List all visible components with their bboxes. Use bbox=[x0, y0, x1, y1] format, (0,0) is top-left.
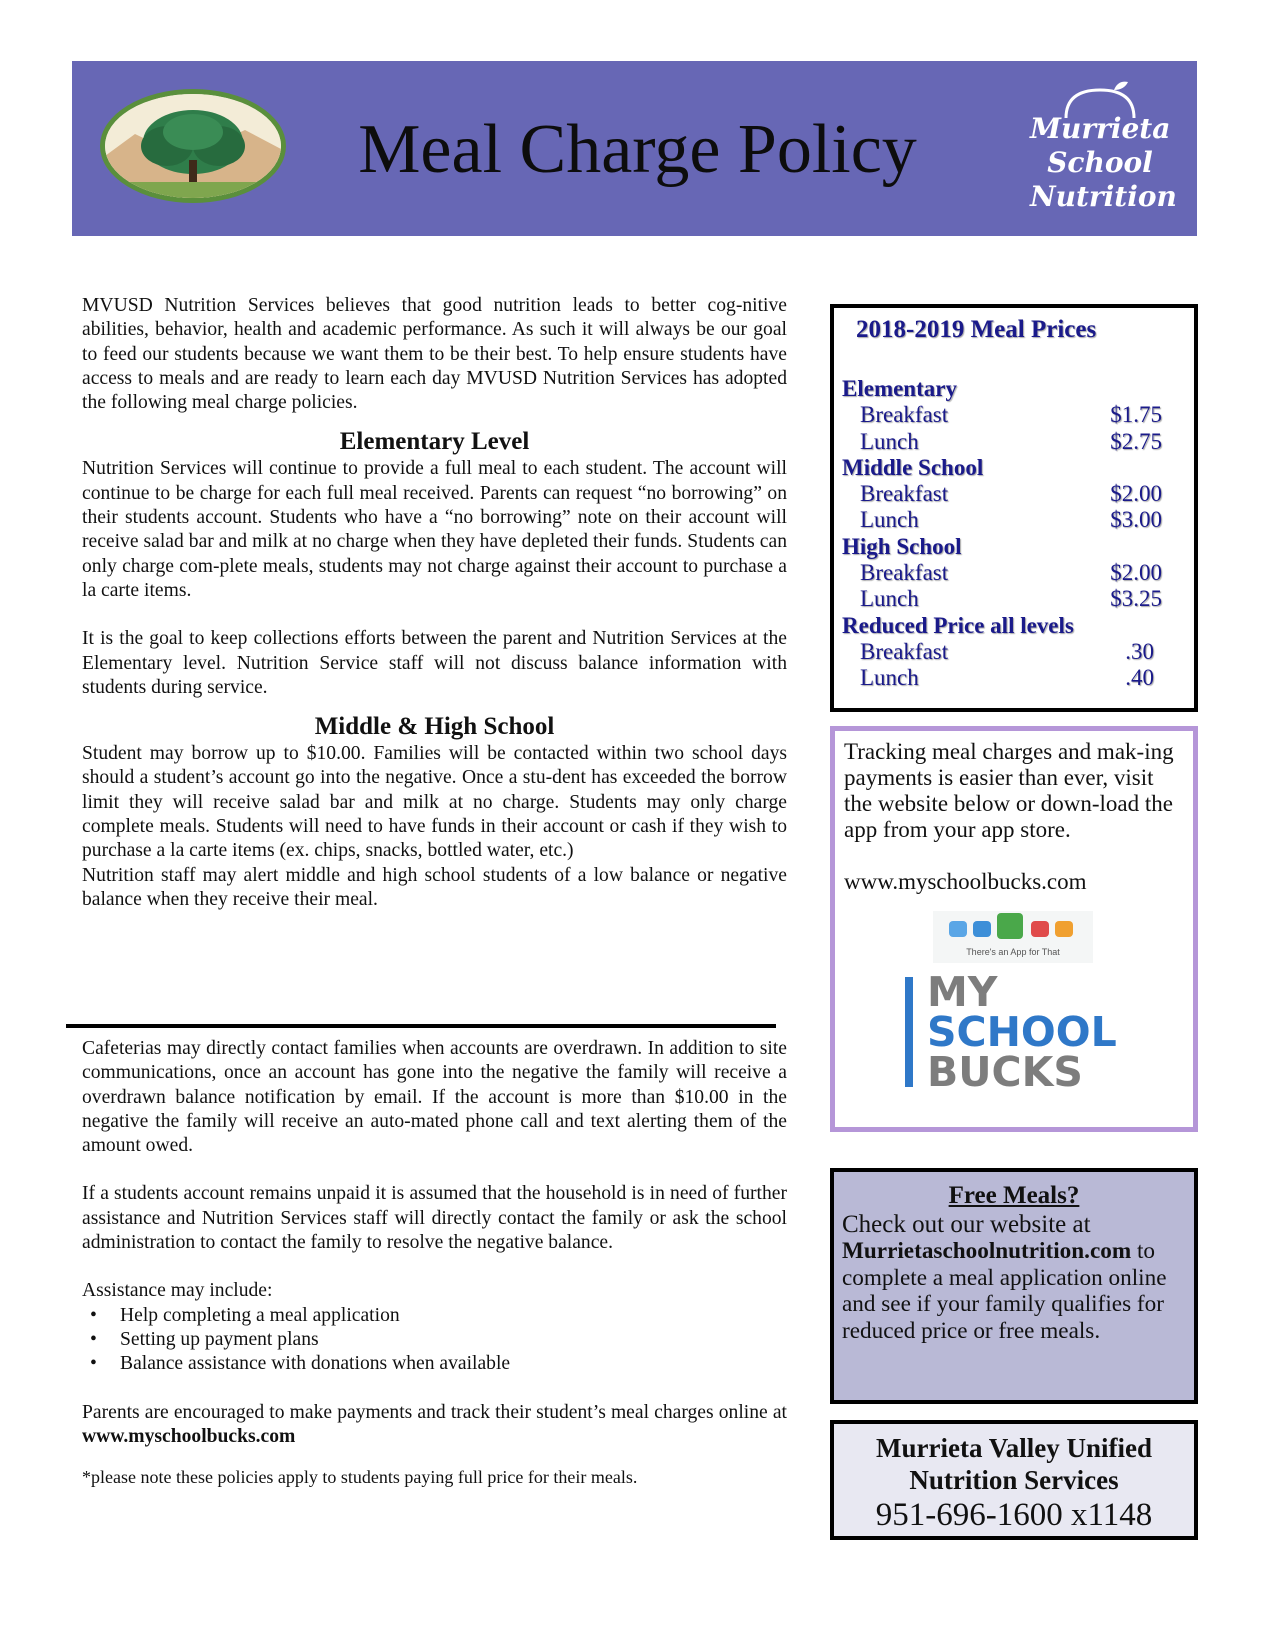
price-label: Lunch bbox=[860, 586, 919, 612]
price-category: Elementary bbox=[842, 376, 957, 401]
policy-lower-column bbox=[82, 1037, 787, 1489]
contact-org-line1: Murrieta Valley Unified bbox=[876, 1433, 1152, 1463]
price-row bbox=[842, 507, 1162, 533]
free-meals-title: Free Meals? bbox=[948, 1182, 1080, 1209]
meal-prices-table bbox=[842, 376, 1162, 692]
logo-word-school: SCHOOL bbox=[927, 1008, 1117, 1056]
meal-prices-box bbox=[830, 304, 1198, 712]
price-category: Middle School bbox=[842, 454, 984, 480]
price-value: $2.00 bbox=[1110, 481, 1162, 507]
heart-app-icon bbox=[1031, 921, 1049, 937]
policy-main-column bbox=[82, 294, 787, 912]
price-category: High School bbox=[842, 533, 962, 559]
section-divider bbox=[66, 1024, 776, 1028]
app-store-banner bbox=[933, 911, 1093, 963]
price-label: Breakfast bbox=[860, 402, 949, 428]
free-meals-rest: to complete a meal application online and see if your family qualifies for reduced price or free meals. bbox=[842, 1238, 1167, 1344]
contact-org-line2: Nutrition Services bbox=[909, 1465, 1119, 1495]
app-promo-box bbox=[830, 726, 1198, 1132]
app-promo-text: Tracking meal charges and mak-ing payments is easier than ever, visit the website below or down-load the app from your app store. bbox=[844, 739, 1174, 842]
price-label: Breakfast bbox=[860, 638, 949, 664]
elementary-paragraph-1: Nutrition Services will continue to provide a full meal to each student. The account will continue to be charge for each full meal received. Parents can request “no borrowing” on their students account. Students who have a “no borrowing” note on their account will receive salad bar and milk at no charge when they have depleted their funds. Students can only charge com-plete meals, students may not charge against their account to purchase a la carte items. bbox=[82, 458, 787, 601]
assistance-intro: Assistance may include: bbox=[82, 1280, 273, 1302]
price-row bbox=[842, 639, 1162, 665]
price-row bbox=[842, 481, 1162, 507]
list-app-icon bbox=[1055, 921, 1073, 937]
price-label: Lunch bbox=[860, 507, 919, 533]
price-value: $3.00 bbox=[1110, 507, 1162, 533]
payments-paragraph bbox=[82, 1401, 787, 1450]
price-label: Lunch bbox=[860, 428, 919, 454]
price-value: $3.25 bbox=[1110, 586, 1162, 612]
price-row bbox=[842, 560, 1162, 586]
price-value: .30 bbox=[1125, 638, 1154, 664]
footnote: *please note these policies apply to students paying full price for their meals. bbox=[82, 1467, 638, 1488]
middle-high-heading: Middle & High School bbox=[314, 713, 555, 741]
middle-high-paragraph-1: Student may borrow up to $10.00. Families will be contacted within two school days should a student’s account go into the negative. Once a stu-dent has exceeded the borrow limit they will receive salad bar and milk at no charge. Students may only charge complete meals. Students will need to have funds in their account or cash if they wish to purchase a la carte items (ex. chips, snacks, bottled water, etc.) bbox=[82, 743, 787, 862]
price-value: $2.00 bbox=[1110, 560, 1162, 586]
list-item: • Balance assistance with donations when available bbox=[82, 1352, 787, 1376]
logo-line-2: School bbox=[1047, 146, 1153, 179]
logo-line-1: Murrieta bbox=[1030, 112, 1171, 145]
list-item: • Help completing a meal application bbox=[82, 1304, 787, 1328]
meal-prices-title: 2018-2019 Meal Prices bbox=[856, 316, 1097, 343]
myschoolbucks-link[interactable]: www.myschoolbucks.com bbox=[82, 1425, 296, 1447]
free-meals-line1: Check out our website at bbox=[842, 1211, 1091, 1238]
page-title: Meal Charge Policy bbox=[358, 111, 917, 188]
contact-box bbox=[830, 1420, 1198, 1540]
arrow-app-icon bbox=[949, 921, 967, 937]
wallet-app-icon bbox=[973, 921, 991, 937]
price-label: Breakfast bbox=[860, 560, 949, 586]
elementary-heading: Elementary Level bbox=[339, 428, 530, 456]
contact-phone: 951-696-1600 x1148 bbox=[875, 1497, 1153, 1533]
price-value: $1.75 bbox=[1110, 402, 1162, 428]
price-row bbox=[842, 665, 1162, 691]
price-row bbox=[842, 429, 1162, 455]
unpaid-paragraph: If a students account remains unpaid it is assumed that the household is in need of further assistance and Nutrition Services staff will directly contact the family or ask the school administration to contact the family to resolve the negative balance. bbox=[82, 1183, 787, 1254]
elementary-paragraph-2: It is the goal to keep collections efforts between the parent and Nutrition Services at the Elementary level. Nutrition Service staff will not discuss balance information with students during service. bbox=[82, 628, 787, 698]
list-item: • Setting up payment plans bbox=[82, 1328, 787, 1352]
price-value: $2.75 bbox=[1110, 428, 1162, 454]
price-row bbox=[842, 402, 1162, 428]
logo-word-bucks: BUCKS bbox=[927, 1048, 1083, 1096]
price-label: Breakfast bbox=[860, 481, 949, 507]
app-promo-url[interactable]: www.myschoolbucks.com bbox=[844, 869, 1087, 894]
overdrawn-paragraph: Cafeterias may directly contact families when accounts are overdrawn. In addition to site communications, once an account has gone into the negative the family will receive a overdrawn balance notification by email. If the account is more than $10.00 in the negative the family will receive an auto-mated phone call and text alerting them of the amount owed. bbox=[82, 1038, 787, 1157]
murrieta-school-nutrition-logo bbox=[1030, 72, 1177, 232]
price-category: Reduced Price all levels bbox=[842, 612, 1074, 638]
free-meals-box bbox=[830, 1168, 1198, 1404]
free-meals-site-link[interactable]: Murrietaschoolnutrition.com bbox=[842, 1238, 1132, 1265]
logo-line-3: Nutrition bbox=[1030, 180, 1177, 213]
price-label: Lunch bbox=[860, 665, 919, 691]
money-app-icon bbox=[997, 913, 1023, 939]
logo-word-my: MY bbox=[927, 968, 998, 1016]
intro-paragraph: MVUSD Nutrition Services believes that good nutrition leads to better cog-nitive abilities, behavior, health and academic performance. As such it will always be our goal to feed our students because we want them to be their best. To help ensure students have access to meals and are ready to learn each day MVUSD Nutrition Services has adopted the following meal charge policies. bbox=[82, 295, 787, 414]
app-tagline: There's an App for That bbox=[966, 947, 1060, 957]
payments-text: Parents are encouraged to make payments and track their student’s meal charges online at bbox=[82, 1401, 787, 1423]
middle-high-paragraph-2: Nutrition staff may alert middle and high school students of a low balance or negative balance when they receive their meal. bbox=[82, 864, 787, 910]
logo-bar bbox=[905, 977, 913, 1087]
price-row bbox=[842, 586, 1162, 612]
myschoolbucks-logo bbox=[905, 968, 1135, 1096]
assistance-list bbox=[82, 1304, 787, 1377]
price-value: .40 bbox=[1125, 665, 1154, 691]
free-meals-text bbox=[842, 1212, 1188, 1344]
